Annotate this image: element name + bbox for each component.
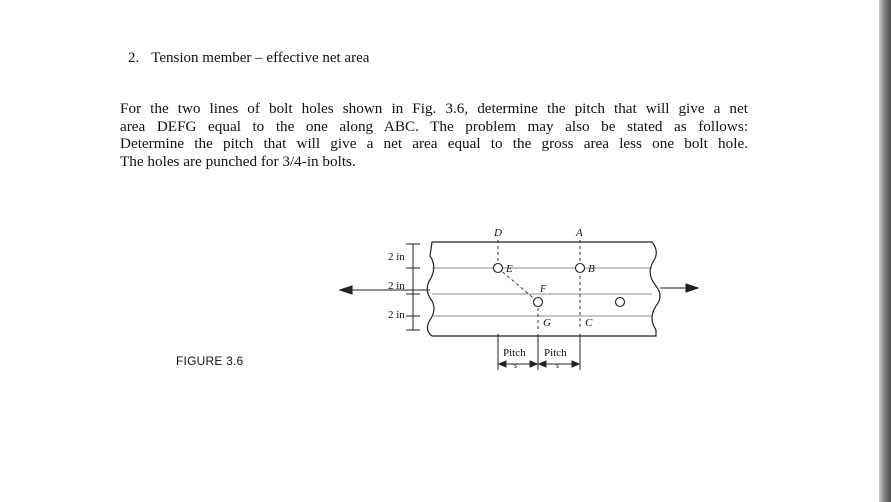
spacing-symbol-1: s: [514, 361, 518, 370]
dimension-brackets: [406, 244, 420, 330]
dimension-label-1: 2 in: [388, 251, 405, 263]
spacing-symbol-2: s: [556, 361, 560, 370]
point-label-g: G: [543, 317, 551, 329]
point-label-d: D: [494, 227, 502, 239]
problem-number: 2.: [128, 50, 140, 66]
dimension-label-3: 2 in: [388, 309, 405, 321]
tension-arrow-left: [340, 286, 430, 294]
bolt-holes: [494, 264, 625, 307]
pitch-label-2: Pitch: [544, 347, 567, 359]
point-label-c: C: [585, 317, 593, 329]
statement-line-1: For the two lines of bolt holes shown in Fig. 3.6, determine the pitch that will give a net: [120, 100, 748, 117]
tension-arrow-right: [660, 284, 698, 292]
pitch-label-1: Pitch: [503, 347, 526, 359]
bolt-hole-right: [616, 298, 625, 307]
bolt-hole-f: [534, 298, 543, 307]
figure-caption: FIGURE 3.6: [176, 354, 244, 368]
dimension-label-2: 2 in: [388, 280, 405, 292]
statement-line-4: The holes are punched for 3/4-in bolts.: [120, 152, 356, 170]
statement-line-3: Determine the pitch that will give a net area equal to the gross area less one bolt hole.: [120, 135, 748, 152]
statement-line-2: area DEFG equal to the one along ABC. The problem may also be stated as follows:: [120, 117, 748, 135]
point-label-b: B: [588, 263, 595, 275]
problem-title: Tension member – effective net area: [151, 50, 370, 66]
point-label-e: E: [506, 263, 513, 275]
bolt-hole-b: [576, 264, 585, 273]
section-line-defg: [498, 240, 538, 330]
bolt-hole-e: [494, 264, 503, 273]
point-label-a: A: [576, 227, 583, 239]
point-label-f: F: [540, 284, 547, 295]
